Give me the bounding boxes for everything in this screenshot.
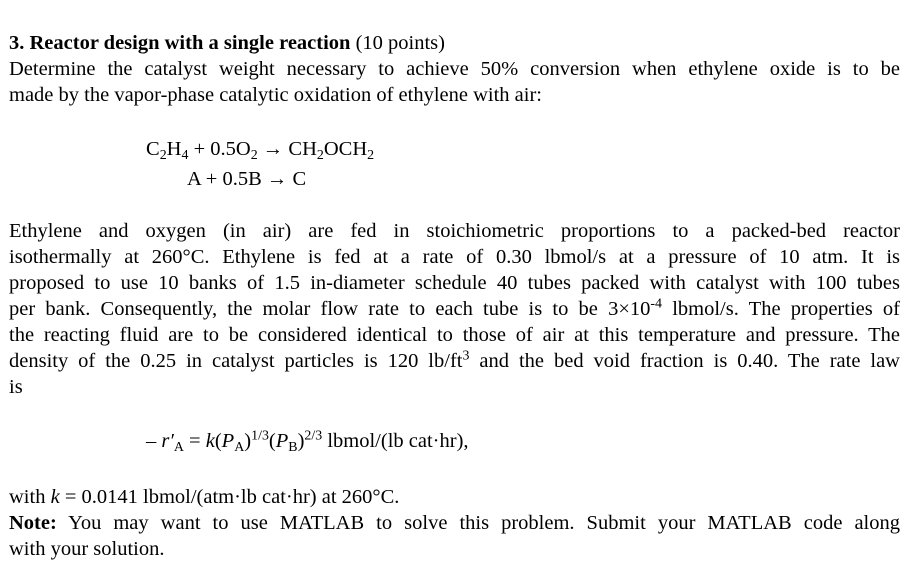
rate-equals: = xyxy=(183,430,206,452)
rate-k: k xyxy=(205,430,215,452)
rate-constant-line xyxy=(9,484,399,510)
rate-minus: – xyxy=(146,430,162,452)
body-line-6-exponent: 3 xyxy=(462,348,470,364)
rate-paren-close-1: ) xyxy=(244,430,252,452)
eq-o-sub: 2 xyxy=(250,147,258,163)
body-line-2: isothermally at 260°C. Ethylene is fed at a rate of 0.30 lbmol/s at a pressure of 10 atm. It is xyxy=(9,246,900,268)
body-line-6 xyxy=(9,348,900,374)
rate-units: lbmol/(lb cat·hr), xyxy=(322,430,469,452)
rate-pa-sub: A xyxy=(234,439,245,455)
rate-law-equation xyxy=(146,428,469,454)
eq-c: C xyxy=(146,138,160,160)
note-label: Note: xyxy=(9,512,57,534)
rate-paren-open-2: ( xyxy=(268,430,276,452)
rate-paren-open-1: ( xyxy=(214,430,222,452)
eq-oxygen: + 0.5O xyxy=(188,138,251,160)
problem-title: 3. Reactor design with a single reaction xyxy=(9,32,351,54)
symbolic-equation: A + 0.5B → C xyxy=(187,168,307,190)
eq-ch-sub: 2 xyxy=(316,147,324,163)
body-line-3: proposed to use 10 banks of 1.5 in-diameter schedule 40 tubes packed with catalyst with 100 tubes xyxy=(9,272,900,294)
body-line-4 xyxy=(9,296,900,322)
intro-line-1: Determine the catalyst weight necessary to achieve 50% conversion when ethylene oxide is to be xyxy=(9,58,900,80)
eq-h: H xyxy=(166,138,182,160)
rate-exp-2: 2/3 xyxy=(304,428,323,444)
eq-och: OCH xyxy=(323,138,368,160)
rate-r: r′ xyxy=(161,430,174,452)
chemical-equation xyxy=(146,136,374,162)
note-line-1 xyxy=(9,510,900,536)
with-value: = 0.0141 lbmol/(atm·lb cat·hr) at 260°C. xyxy=(59,486,400,508)
with-k: k xyxy=(50,486,60,508)
problem-heading xyxy=(9,30,445,56)
intro-line-2: made by the vapor-phase catalytic oxidation of ethylene with air: xyxy=(9,84,542,106)
rate-paren-close-2: ) xyxy=(297,430,305,452)
body-line-1: Ethylene and oxygen (in air) are fed in stoichiometric proportions to a packed-bed reactor xyxy=(9,220,900,242)
problem-points: (10 points) xyxy=(350,32,445,54)
rate-pb: P xyxy=(275,430,289,452)
body-line-7: is xyxy=(9,376,23,398)
with-text: with xyxy=(9,486,51,508)
eq-arrow-ch: → CH xyxy=(257,138,317,160)
rate-pb-sub: B xyxy=(288,439,298,455)
body-line-6-b: and the bed void fraction is 0.40. The rate law xyxy=(469,350,900,372)
body-line-4-exponent: -4 xyxy=(650,296,663,312)
rate-exp-1: 1/3 xyxy=(251,428,269,444)
eq-och-sub: 2 xyxy=(367,147,375,163)
eq-h-sub: 4 xyxy=(181,147,189,163)
body-line-6-a: density of the 0.25 in catalyst particles is 120 lb/ft xyxy=(9,350,463,372)
rate-pa: P xyxy=(221,430,235,452)
body-line-5: the reacting fluid are to be considered identical to those of air at this temperature and pressure. The xyxy=(9,324,900,346)
note-text: You may want to use MATLAB to solve this problem. Submit your MATLAB code along xyxy=(56,512,900,534)
note-line-2: with your solution. xyxy=(9,538,165,560)
rate-r-sub: A xyxy=(173,439,184,455)
body-line-4-a: per bank. Consequently, the molar flow rate to each tube is to be 3×10 xyxy=(9,298,651,320)
eq-c-sub: 2 xyxy=(159,147,167,163)
body-line-4-b: lbmol/s. The properties of xyxy=(662,298,900,320)
